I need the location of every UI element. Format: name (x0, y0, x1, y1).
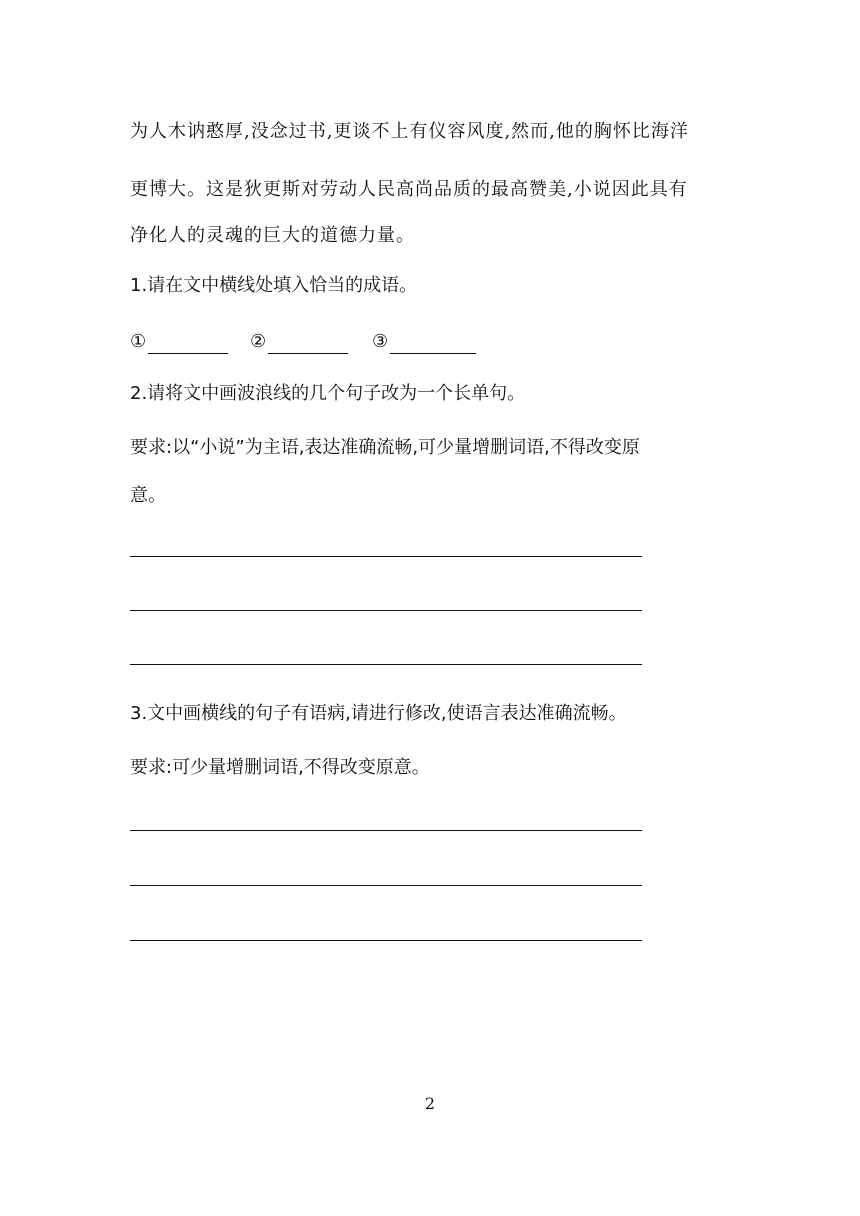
blank-2-marker: ② (250, 331, 267, 352)
question-2-answer-line-2[interactable] (130, 610, 642, 611)
question-1-prompt: 1.请在文中横线处填入恰当的成语。 (130, 275, 418, 296)
passage-line-2: 更博大。这是狄更斯对劳动人民高尚品质的最高赞美,小说因此具有 (130, 179, 688, 200)
passage-line-1: 为人木讷憨厚,没念过书,更谈不上有仪容风度,然而,他的胸怀比海洋 (130, 121, 689, 142)
page-number: 2 (424, 1094, 436, 1113)
question-2-requirement-line-2: 意。 (130, 485, 166, 506)
blank-1[interactable] (130, 330, 228, 354)
blank-2-fill-line (268, 335, 348, 354)
question-3-answer-line-1[interactable] (130, 830, 642, 831)
blank-3[interactable] (372, 330, 476, 354)
blank-2[interactable] (250, 330, 348, 354)
question-3-prompt: 3.文中画横线的句子有语病,请进行修改,使语言表达准确流畅。 (130, 703, 627, 724)
question-3-requirement: 要求:可少量增删词语,不得改变原意。 (130, 757, 430, 778)
passage-line-3: 净化人的灵魂的巨大的道德力量。 (130, 225, 415, 246)
blank-3-fill-line (390, 335, 476, 354)
question-2-answer-line-1[interactable] (130, 556, 642, 557)
question-2-answer-line-3[interactable] (130, 664, 642, 665)
question-2-requirement-line-1: 要求:以“小说”为主语,表达准确流畅,可少量增删词语,不得改变原 (130, 437, 640, 458)
blank-3-marker: ③ (372, 331, 389, 352)
question-3-answer-line-3[interactable] (130, 940, 642, 941)
question-2-prompt: 2.请将文中画波浪线的几个句子改为一个长单句。 (130, 383, 526, 404)
blank-1-marker: ① (130, 331, 147, 352)
question-3-answer-line-2[interactable] (130, 885, 642, 886)
blank-1-fill-line (148, 335, 228, 354)
